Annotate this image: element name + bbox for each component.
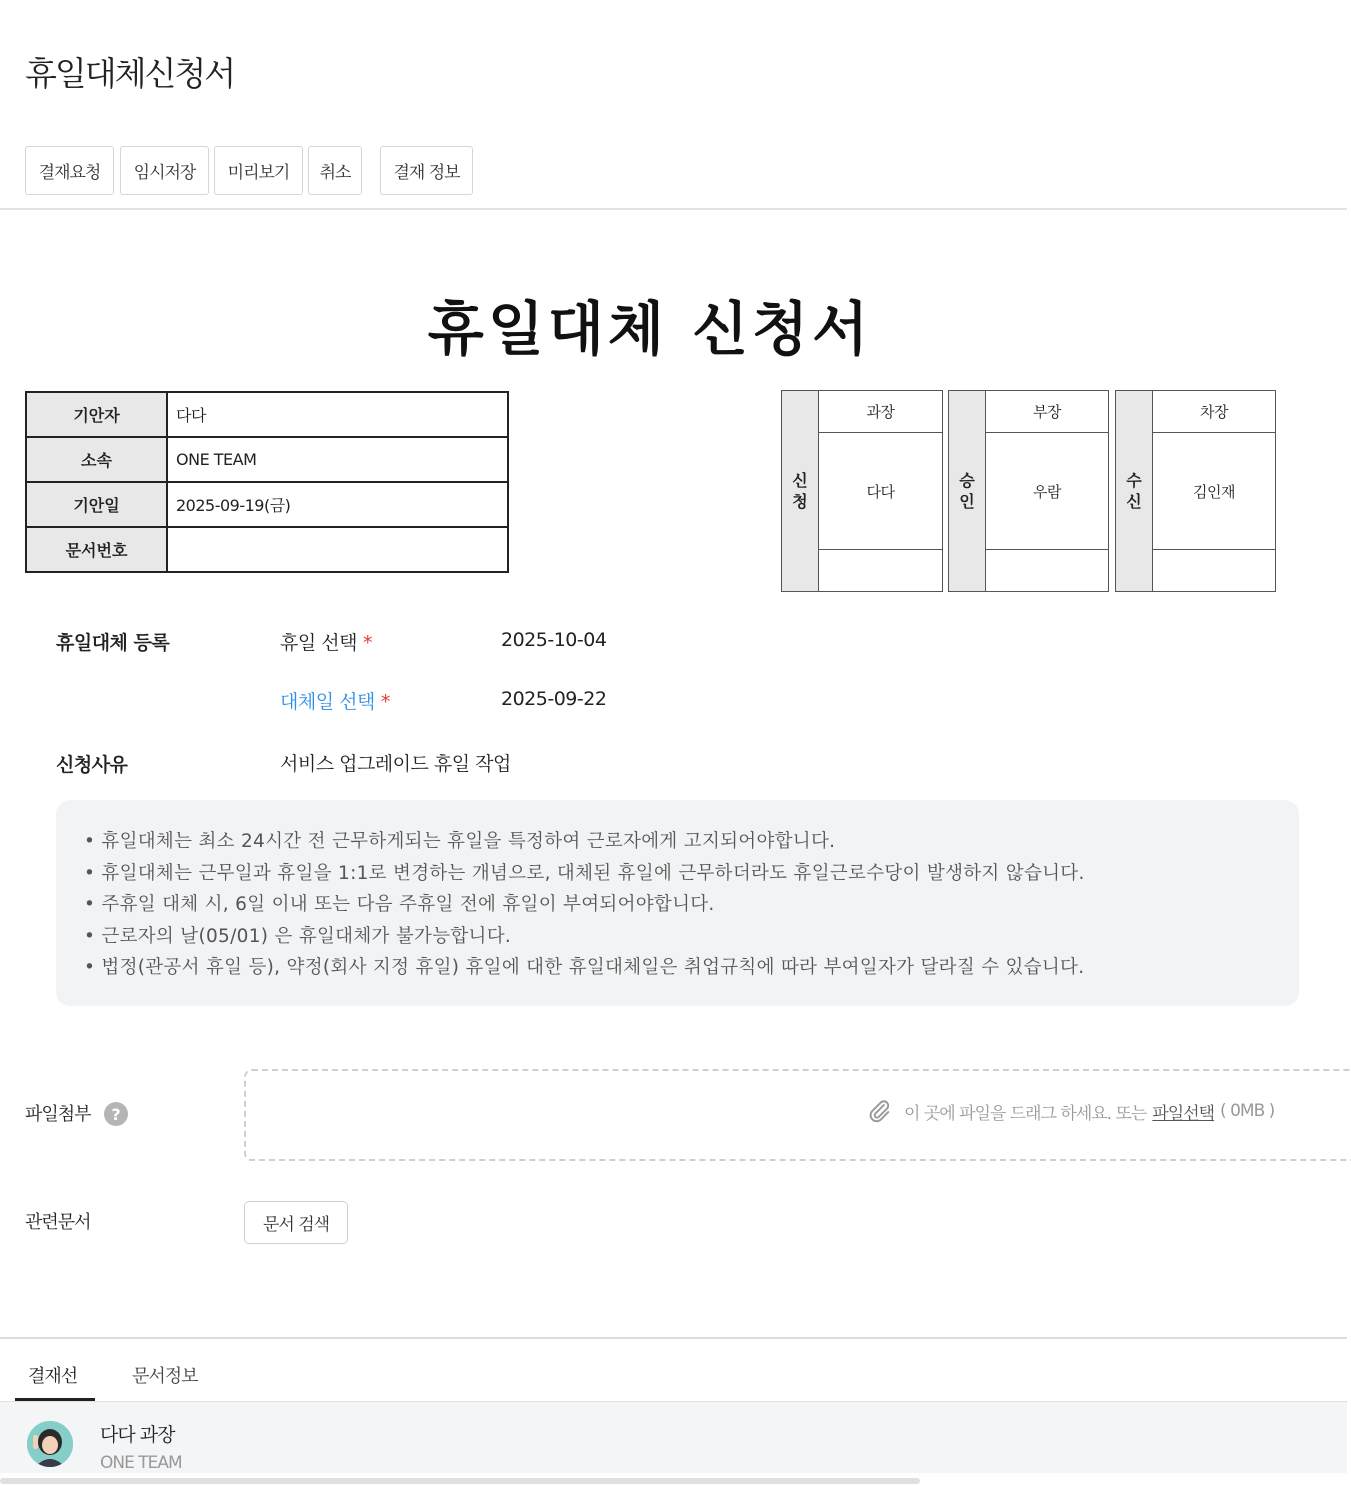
approval-info-button[interactable]: 결재 정보 bbox=[380, 146, 473, 195]
document-number-label: 문서번호 bbox=[26, 527, 167, 572]
horizontal-scrollbar[interactable] bbox=[0, 1478, 920, 1484]
approval-side-label: 신청 bbox=[782, 391, 819, 591]
tab-document-info[interactable]: 문서정보 bbox=[132, 1366, 198, 1387]
related-docs-label: 관련문서 bbox=[25, 1212, 91, 1233]
attachment-label: 파일첨부 bbox=[25, 1104, 91, 1125]
dropzone-text bbox=[866, 1098, 1274, 1124]
approval-position: 과장 bbox=[819, 391, 942, 433]
approval-name: 김인재 bbox=[1153, 433, 1275, 550]
department-value: ONE TEAM bbox=[167, 437, 508, 482]
approver-team: ONE TEAM bbox=[100, 1453, 182, 1473]
holiday-date-value[interactable]: 2025-10-04 bbox=[501, 629, 607, 651]
paperclip-icon bbox=[866, 1098, 892, 1124]
avatar bbox=[27, 1421, 73, 1467]
approval-request-button[interactable]: 결재요청 bbox=[25, 146, 114, 195]
approval-side-label: 수신 bbox=[1116, 391, 1153, 591]
page-title: 휴일대체신청서 bbox=[25, 54, 235, 93]
drop-instruction: 이 곳에 파일을 드래그 하세요. 또는 bbox=[904, 1103, 1147, 1124]
notice-item: • 법정(관공서 휴일 등), 약정(회사 지정 휴일) 휴일에 대한 휴일대체일은 취업규칙에 따라 부여일자가 달라질 수 있습니다. bbox=[84, 952, 1299, 984]
approval-position: 차장 bbox=[1153, 391, 1275, 433]
approval-box-approve bbox=[948, 390, 1109, 592]
question-circle-icon[interactable]: ? bbox=[104, 1102, 128, 1126]
approval-box-request bbox=[781, 390, 943, 592]
notice-item: • 휴일대체는 최소 24시간 전 근무하게되는 휴일을 특정하여 근로자에게 고지되어야합니다. bbox=[84, 826, 1299, 858]
tab-approval-line[interactable]: 결재선 bbox=[28, 1366, 78, 1387]
holiday-select-label[interactable]: 휴일 선택 * bbox=[280, 632, 372, 654]
notice-box bbox=[56, 800, 1299, 1006]
temp-save-button[interactable]: 임시저장 bbox=[120, 146, 209, 195]
document-title: 휴일대체 신청서 bbox=[427, 295, 873, 363]
holiday-register-label: 휴일대체 등록 bbox=[56, 632, 170, 654]
approval-box-receive bbox=[1115, 390, 1276, 592]
notice-item: • 주휴일 대체 시, 6일 이내 또는 다음 주휴일 전에 휴일이 부여되어야합니다. bbox=[84, 889, 1299, 921]
approval-side-label: 승인 bbox=[949, 391, 986, 591]
notice-item: • 근로자의 날(05/01) 은 휴일대체가 불가능합니다. bbox=[84, 921, 1299, 953]
drafter-label: 기안자 bbox=[26, 392, 167, 437]
cancel-button[interactable]: 취소 bbox=[308, 146, 362, 195]
preview-button[interactable]: 미리보기 bbox=[214, 146, 303, 195]
department-label: 소속 bbox=[26, 437, 167, 482]
approval-position: 부장 bbox=[986, 391, 1108, 433]
document-number-value bbox=[167, 527, 508, 572]
draft-date-value: 2025-09-19(금) bbox=[167, 482, 508, 527]
document-search-button[interactable]: 문서 검색 bbox=[244, 1201, 348, 1244]
document-info-table bbox=[25, 391, 509, 573]
approval-line-panel bbox=[0, 1401, 1347, 1473]
notice-item: • 휴일대체는 근무일과 휴일을 1:1로 변경하는 개념으로, 대체된 휴일에 근무하더라도 휴일근로수당이 발생하지 않습니다. bbox=[84, 858, 1299, 890]
approval-name: 다다 bbox=[819, 433, 942, 550]
draft-date-label: 기안일 bbox=[26, 482, 167, 527]
substitute-day-label[interactable]: 대체일 선택 * bbox=[280, 691, 390, 713]
reason-value[interactable]: 서비스 업그레이드 휴일 작업 bbox=[280, 753, 511, 775]
toolbar-divider bbox=[0, 208, 1347, 210]
approval-name: 우람 bbox=[986, 433, 1108, 550]
approver-name: 다다 과장 bbox=[100, 1424, 175, 1446]
file-select-link[interactable]: 파일선택 bbox=[1152, 1103, 1215, 1124]
reason-label: 신청사유 bbox=[56, 754, 128, 776]
drafter-value: 다다 bbox=[167, 392, 508, 437]
substitute-date-value[interactable]: 2025-09-22 bbox=[501, 688, 607, 710]
section-divider bbox=[0, 1337, 1347, 1339]
attachment-size: ( 0MB ) bbox=[1220, 1101, 1275, 1121]
